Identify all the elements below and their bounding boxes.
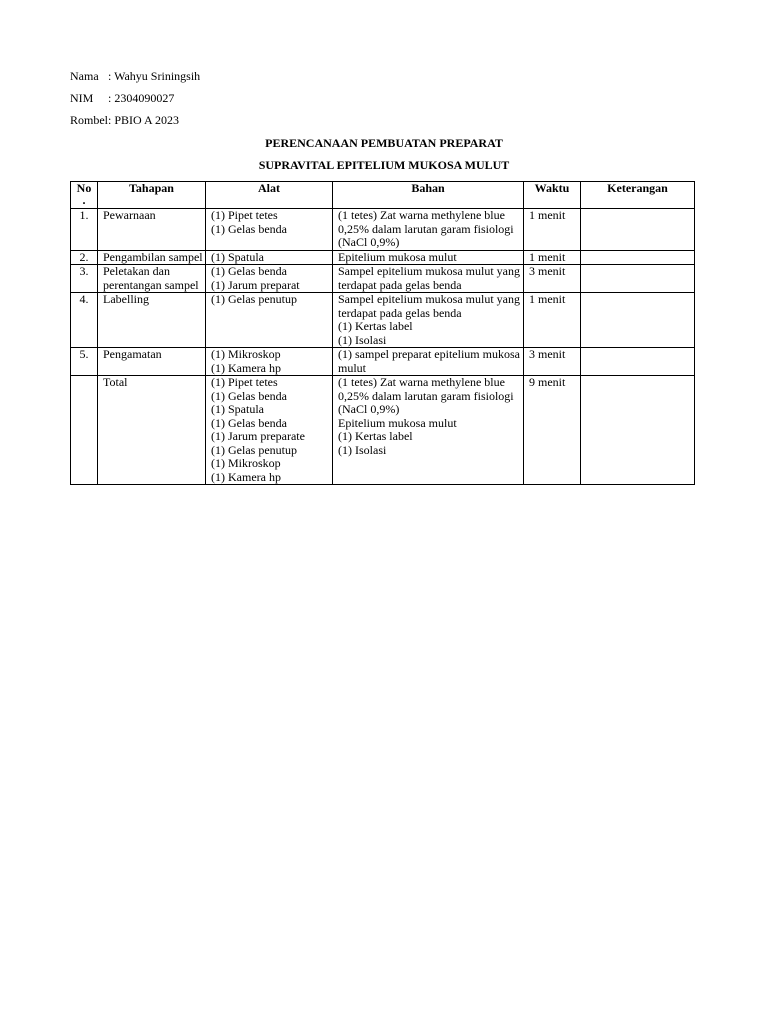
row-tahapan: Labelling — [98, 293, 206, 348]
plan-table — [70, 181, 695, 485]
row-no: 3. — [71, 265, 98, 293]
row-waktu: 1 menit — [524, 209, 581, 251]
row-tahapan: Pengambilan sampel — [98, 250, 206, 265]
row-keterangan — [581, 209, 695, 251]
table-row — [71, 209, 695, 251]
nama-line — [70, 69, 200, 83]
row-alat: (1) Mikroskop (1) Kamera hp — [206, 348, 333, 376]
nim-line — [70, 91, 174, 105]
row-waktu: 3 menit — [524, 348, 581, 376]
row-no: 2. — [71, 250, 98, 265]
nama-value: : Wahyu Sriningsih — [108, 69, 201, 83]
row-bahan: Sampel epitelium mukosa mulut yang terdapat pada gelas benda (1) Kertas label (1) Isolasi — [333, 293, 524, 348]
total-keterangan — [581, 376, 695, 485]
row-no: 5. — [71, 348, 98, 376]
col-header-bahan: Bahan — [333, 182, 524, 209]
row-alat: (1) Gelas benda (1) Jarum preparat — [206, 265, 333, 293]
row-keterangan — [581, 265, 695, 293]
row-waktu: 3 menit — [524, 265, 581, 293]
nama-label: Nama — [70, 69, 99, 83]
total-no — [71, 376, 98, 485]
col-header-alat: Alat — [206, 182, 333, 209]
row-tahapan: Peletakan dan perentangan sampel — [98, 265, 206, 293]
table-total-row — [71, 376, 695, 485]
table-row — [71, 348, 695, 376]
col-header-tahapan: Tahapan — [98, 182, 206, 209]
col-header-keterangan: Keterangan — [581, 182, 695, 209]
row-waktu: 1 menit — [524, 293, 581, 348]
page-subtitle: SUPRAVITAL EPITELIUM MUKOSA MULUT — [258, 158, 510, 172]
table-row — [71, 293, 695, 348]
table-row — [71, 250, 695, 265]
row-keterangan — [581, 348, 695, 376]
row-keterangan — [581, 293, 695, 348]
total-label: Total — [98, 376, 206, 485]
row-alat: (1) Pipet tetes (1) Gelas benda — [206, 209, 333, 251]
total-alat: (1) Pipet tetes (1) Gelas benda (1) Spatula (1) Gelas benda (1) Jarum preparate (1) Gelas penutup (1) Mikroskop (1) Kamera hp — [206, 376, 333, 485]
rombel-line: Rombel: PBIO A 2023 — [70, 113, 180, 127]
row-alat: (1) Gelas penutup — [206, 293, 333, 348]
row-alat: (1) Spatula — [206, 250, 333, 265]
row-bahan: (1) sampel preparat epitelium mukosa mulut — [333, 348, 524, 376]
page-title: PERENCANAAN PEMBUATAN PREPARAT — [265, 136, 503, 150]
col-header-waktu: Waktu — [524, 182, 581, 209]
total-bahan: (1 tetes) Zat warna methylene blue 0,25% dalam larutan garam fisiologi (NaCl 0,9%) Epitelium mukosa mulut (1) Kertas label (1) Isolasi — [333, 376, 524, 485]
nim-value: : 2304090027 — [108, 91, 175, 105]
row-keterangan — [581, 250, 695, 265]
row-no: 1. — [71, 209, 98, 251]
nim-label: NIM — [70, 91, 94, 105]
table-row — [71, 265, 695, 293]
row-bahan: (1 tetes) Zat warna methylene blue 0,25% dalam larutan garam fisiologi (NaCl 0,9%) — [333, 209, 524, 251]
row-waktu: 1 menit — [524, 250, 581, 265]
row-tahapan: Pewarnaan — [98, 209, 206, 251]
table-header-row — [71, 182, 695, 209]
col-header-no: No . — [71, 182, 98, 209]
row-bahan: Sampel epitelium mukosa mulut yang terdapat pada gelas benda — [333, 265, 524, 293]
total-waktu: 9 menit — [524, 376, 581, 485]
row-no: 4. — [71, 293, 98, 348]
row-tahapan: Pengamatan — [98, 348, 206, 376]
row-bahan: Epitelium mukosa mulut — [333, 250, 524, 265]
